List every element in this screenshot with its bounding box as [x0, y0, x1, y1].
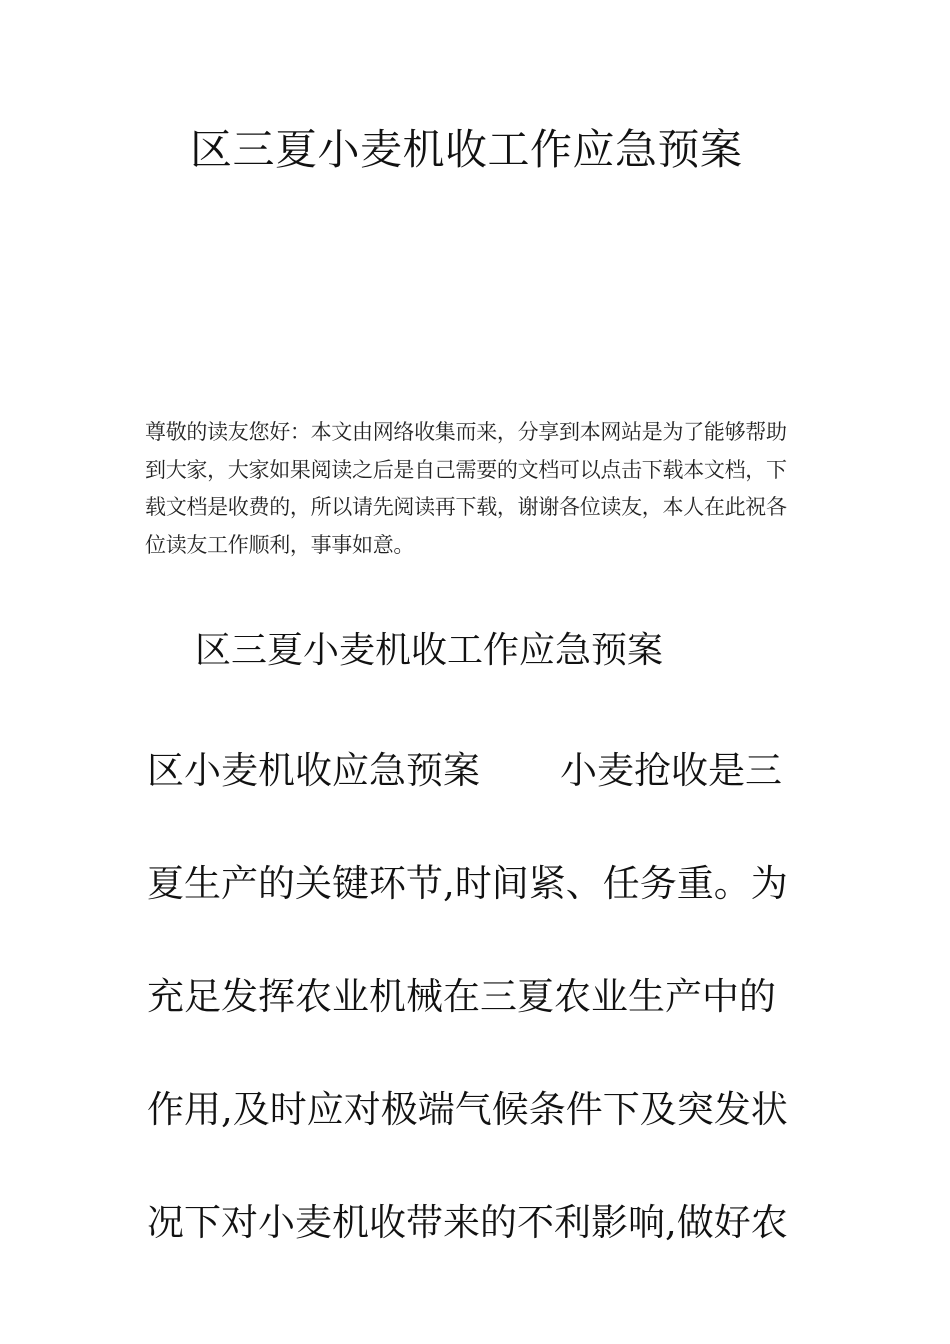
body-line-5: 况下对小麦机收带来的不利影响,做好农 [147, 1201, 788, 1244]
document-subtitle: 区三夏小麦机收工作应急预案 [195, 630, 664, 671]
body-line-4: 作用,及时应对极端气候条件下及突发状 [147, 1088, 788, 1131]
document-title: 区三夏小麦机收工作应急预案 [190, 125, 743, 174]
document-body [147, 714, 813, 1279]
body-text-segment: 小麦抢收是三 [560, 749, 782, 792]
body-line-2: 夏生产的关键环节,时间紧、任务重。为 [147, 862, 788, 905]
body-line-3: 充足发挥农业机械在三夏农业生产中的 [147, 975, 776, 1018]
plan-heading: 区小麦机收应急预案 [147, 749, 480, 792]
reader-notice: 尊敬的读友您好：本文由网络收集而来，分享到本网站是为了能够帮助到大家，大家如果阅读之后是自己需要的文档可以点击下载本文档，下载文档是收费的，所以请先阅读再下载，谢谢各位读友，本人在此祝各位读友工作顺利，事事如意。 [145, 420, 787, 557]
body-line-1 [147, 714, 813, 827]
